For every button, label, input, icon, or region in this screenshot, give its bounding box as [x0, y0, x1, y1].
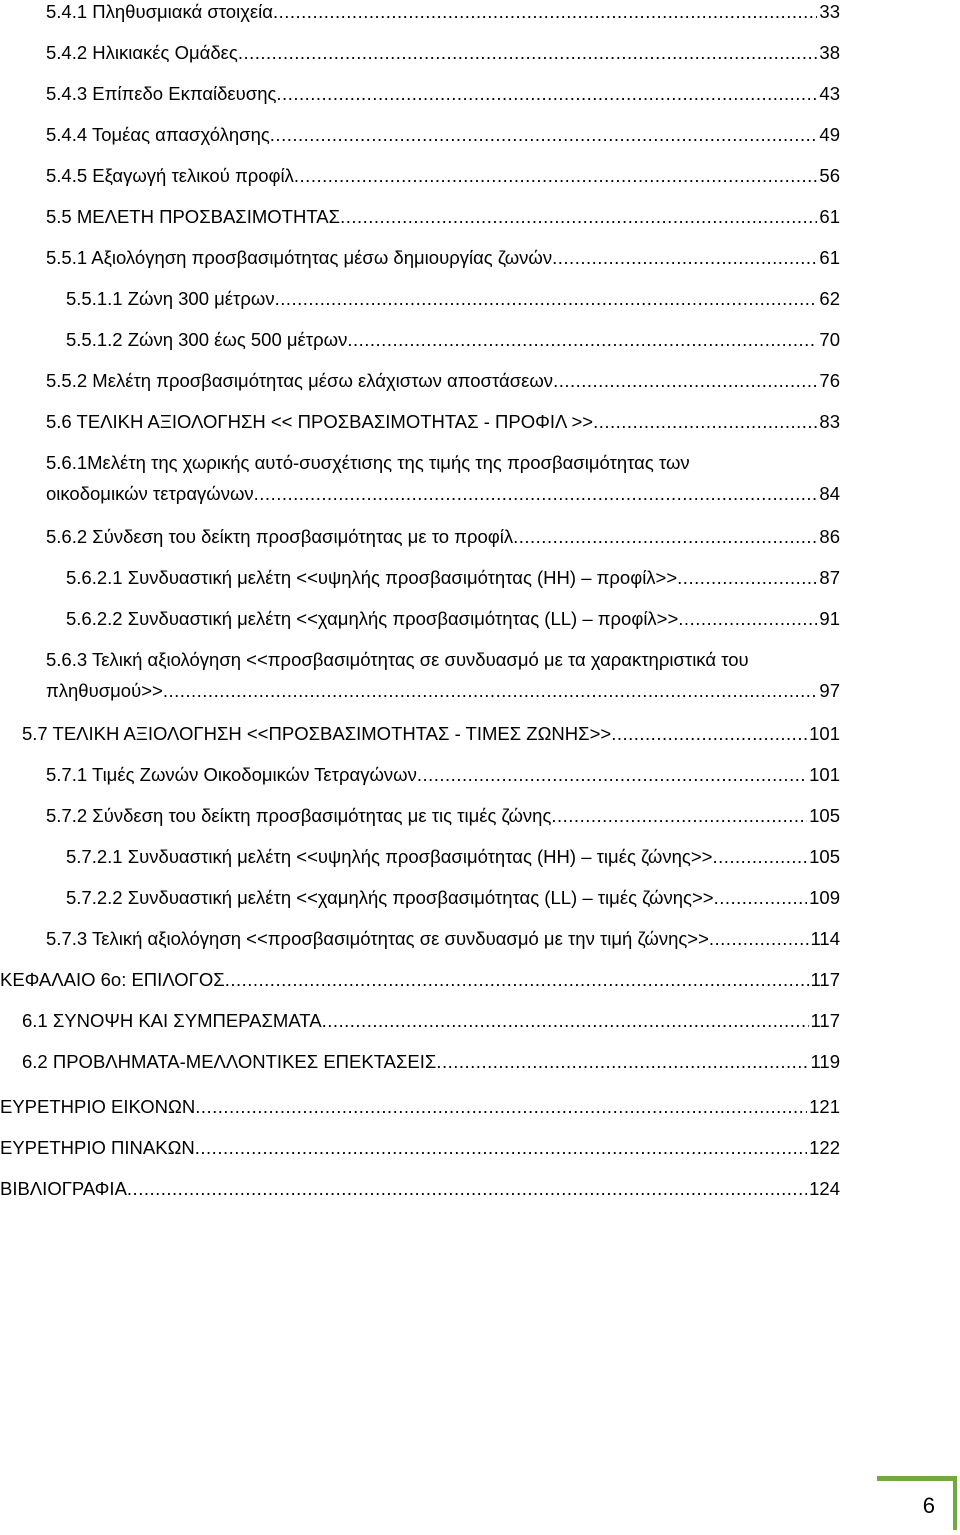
toc-page-number: 122 [809, 1137, 840, 1158]
toc-entry[interactable] [0, 564, 960, 604]
toc-page-number: 117 [810, 1010, 840, 1031]
toc-entry[interactable] [0, 367, 960, 407]
toc-entry[interactable] [0, 884, 960, 924]
toc-entry-title: 5.5.1 Αξιολόγηση προσβασιμότητας μέσω δημιουργίας ζωνών [46, 247, 553, 268]
toc-page-number: 105 [809, 846, 840, 867]
toc-entry-title: 5.7.2 Σύνδεση του δείκτη προσβασιμότητας με τις τιμές ζώνης [46, 805, 552, 826]
toc-entry-title: 6.1 ΣΥΝΟΨΗ ΚΑΙ ΣΥΜΠΕΡΑΣΜΑΤΑ [22, 1010, 322, 1031]
toc-dot-leader [195, 1093, 807, 1121]
toc-entry[interactable] [0, 203, 960, 243]
toc-entry[interactable] [0, 121, 960, 161]
toc-entry-title: 5.4.1 Πληθυσμιακά στοιχεία [46, 1, 273, 22]
toc-page-number: 114 [810, 928, 840, 949]
toc-entry[interactable] [0, 1048, 960, 1088]
toc-page-number: 121 [809, 1096, 840, 1117]
toc-dot-leader [238, 39, 818, 67]
toc-entry[interactable] [0, 39, 960, 79]
toc-dot-leader [347, 326, 817, 354]
toc-entry-title: 5.7.2.1 Συνδυαστική μελέτη <<υψηλής προσβασιμότητας (HH) – τιμές ζώνης>> [66, 846, 713, 867]
toc-dot-leader [678, 605, 817, 633]
toc-dot-leader [611, 720, 807, 748]
toc-entry[interactable] [0, 285, 960, 325]
toc-entry[interactable] [0, 605, 960, 645]
toc-entry-title: 5.6.1Μελέτη της χωρικής αυτό-συσχέτισης της τιμής της προσβασιμότητας των [46, 452, 690, 473]
toc-page-number: 43 [819, 83, 840, 104]
toc-page-number: 61 [819, 206, 840, 227]
toc-entry-title: 5.4.2 Ηλικιακές Ομάδες [46, 42, 238, 63]
toc-entry[interactable] [0, 162, 960, 202]
toc-dot-leader [276, 80, 817, 108]
toc-dot-leader [553, 367, 817, 395]
toc-entry-title: ΚΕΦΑΛΑΙΟ 6ο: ΕΠΙΛΟΓΟΣ [0, 969, 225, 990]
toc-entry[interactable] [0, 326, 960, 366]
toc-entry-title: 5.6.2.1 Συνδυαστική μελέτη <<υψηλής προσβασιμότητας (HH) – προφίλ>> [66, 567, 678, 588]
toc-page-number: 84 [819, 483, 840, 504]
toc-dot-leader [270, 121, 818, 149]
toc-dot-leader [709, 925, 809, 953]
toc-entry[interactable] [0, 802, 960, 842]
toc-dot-leader [340, 203, 817, 231]
toc-dot-leader [163, 677, 818, 705]
toc-entry[interactable] [0, 1093, 960, 1133]
toc-entry[interactable] [0, 80, 960, 120]
toc-entry-title: 5.7.2.2 Συνδυαστική μελέτη <<χαμηλής προσβασιμότητας (LL) – τιμές ζώνης>> [66, 887, 714, 908]
toc-entry[interactable] [0, 761, 960, 801]
toc-dot-leader [552, 244, 817, 272]
toc-entry[interactable] [0, 449, 960, 504]
toc-dot-leader [436, 1048, 808, 1076]
toc-page-number: 124 [809, 1178, 840, 1199]
toc-entry-title: ΕΥΡΕΤΗΡΙΟ ΕΙΚΟΝΩΝ [0, 1096, 196, 1117]
toc-entry-title: 6.2 ΠΡΟΒΛΗΜΑΤΑ-ΜΕΛΛΟΝΤΙΚΕΣ ΕΠΕΚΤΑΣΕΙΣ [22, 1051, 437, 1072]
toc-page-number: 56 [819, 165, 840, 186]
toc-dot-leader [294, 162, 818, 190]
toc-entry-title: 5.4.5 Εξαγωγή τελικού προφίλ [46, 165, 294, 186]
toc-page-number: 70 [819, 329, 840, 350]
toc-entry-title: 5.7.3 Τελική αξιολόγηση <<προσβασιμότητας σε συνδυασμό με την τιμή ζώνης>> [46, 928, 709, 949]
toc-page-number: 33 [819, 1, 840, 22]
toc-dot-leader [593, 408, 817, 436]
toc-entry-title: ΕΥΡΕΤΗΡΙΟ ΠΙΝΑΚΩΝ [0, 1137, 195, 1158]
toc-page-number: 87 [819, 567, 840, 588]
toc-entry[interactable] [0, 0, 960, 38]
toc-entry[interactable] [0, 1134, 960, 1174]
toc-dot-leader [273, 0, 817, 26]
toc-entry-title: ΒΙΒΛΙΟΓΡΑΦΙΑ [0, 1178, 127, 1199]
toc-entry-title: 5.6.2 Σύνδεση του δείκτη προσβασιμότητας με το προφίλ [46, 526, 514, 547]
page-number: 6 [922, 1493, 935, 1518]
toc-entry[interactable] [0, 408, 960, 448]
toc-entry-title: 5.5.2 Μελέτη προσβασιμότητας μέσω ελάχιστων αποστάσεων [46, 370, 554, 391]
toc-dot-leader [714, 884, 808, 912]
toc-entry[interactable] [0, 1007, 960, 1047]
toc-page-number: 83 [819, 411, 840, 432]
toc-page-number: 105 [809, 805, 840, 826]
toc-entry[interactable] [0, 646, 960, 701]
toc-page-number: 62 [819, 288, 840, 309]
page-number-box [877, 1476, 957, 1530]
toc-dot-leader [551, 802, 807, 830]
toc-entry-title: 5.4.4 Τομέας απασχόλησης [46, 124, 270, 145]
toc-dot-leader [195, 1134, 807, 1162]
toc-entry-title: 5.5.1.2 Ζώνη 300 έως 500 μέτρων [66, 329, 348, 350]
toc-entry-title: 5.4.3 Επίπεδο Εκπαίδευσης [46, 83, 277, 104]
toc-entry-title-continued: πληθυσμού>> [46, 680, 163, 701]
toc-dot-leader [254, 480, 818, 508]
toc-page-number: 61 [819, 247, 840, 268]
toc-dot-leader [417, 761, 807, 789]
toc-page-number: 97 [819, 680, 840, 701]
toc-page-number: 101 [809, 723, 840, 744]
toc-entry-title: 5.6.3 Τελική αξιολόγηση <<προσβασιμότητας σε συνδυασμό με τα χαρακτηριστικά του [46, 649, 749, 670]
toc-dot-leader [322, 1007, 809, 1035]
toc-entry[interactable] [0, 966, 960, 1006]
toc-dot-leader [127, 1175, 807, 1203]
toc-entry-title: 5.7.1 Τιμές Ζωνών Οικοδομικών Τετραγώνων [46, 764, 417, 785]
toc-dot-leader [225, 966, 809, 994]
toc-page-number: 101 [809, 764, 840, 785]
toc-entry-title: 5.6.2.2 Συνδυαστική μελέτη <<χαμηλής προσβασιμότητας (LL) – προφίλ>> [66, 608, 679, 629]
toc-dot-leader [677, 564, 817, 592]
toc-page-number: 86 [819, 526, 840, 547]
toc-dot-leader [275, 285, 818, 313]
toc-dot-leader [712, 843, 807, 871]
toc-page-number: 109 [809, 887, 840, 908]
toc-entry[interactable] [0, 523, 960, 563]
toc-page-number: 49 [819, 124, 840, 145]
toc-page-number: 76 [819, 370, 840, 391]
toc-entry[interactable] [0, 925, 960, 965]
toc-entry-title: 5.6 ΤΕΛΙΚΗ ΑΞΙΟΛΟΓΗΣΗ << ΠΡΟΣΒΑΣΙΜΟΤΗΤΑΣ - ΠΡΟΦΙΛ >> [46, 411, 594, 432]
toc-entry[interactable] [0, 843, 960, 883]
toc-page-number: 119 [810, 1051, 840, 1072]
toc-entry[interactable] [0, 1175, 960, 1215]
toc-entry-title: 5.7 ΤΕΛΙΚΗ ΑΞΙΟΛΟΓΗΣΗ <<ΠΡΟΣΒΑΣΙΜΟΤΗΤΑΣ - ΤΙΜΕΣ ΖΩΝΗΣ>> [22, 723, 612, 744]
toc-dot-leader [513, 523, 817, 551]
toc-entry[interactable] [0, 720, 960, 760]
toc-entry[interactable] [0, 244, 960, 284]
toc-page-number: 117 [810, 969, 840, 990]
toc-page-number: 91 [819, 608, 840, 629]
toc-page-number: 38 [819, 42, 840, 63]
toc-entry-title: 5.5.1.1 Ζώνη 300 μέτρων [66, 288, 275, 309]
toc-entry-title-continued: οικοδομικών τετραγώνων [46, 483, 254, 504]
toc-entry-title: 5.5 ΜΕΛΕΤΗ ΠΡΟΣΒΑΣΙΜΟΤΗΤΑΣ [46, 206, 341, 227]
